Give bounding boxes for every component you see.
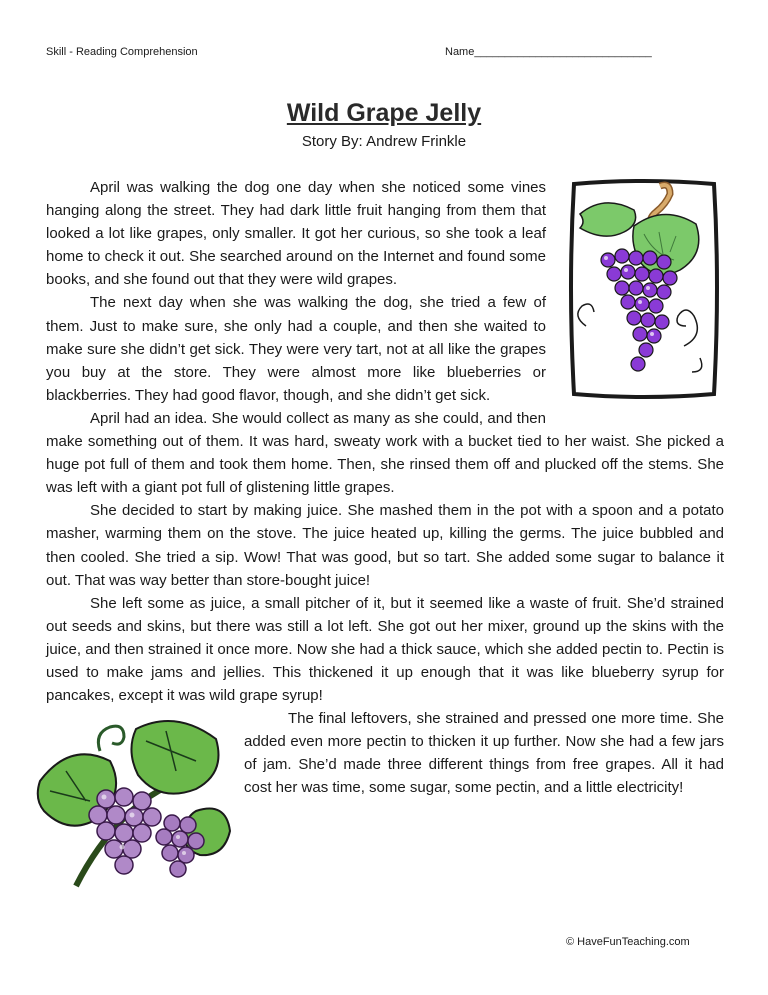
grape-clipart-top — [564, 176, 724, 406]
skill-label: Skill - Reading Comprehension — [46, 46, 198, 58]
story-byline: Story By: Andrew Frinkle — [301, 133, 467, 150]
paragraph-6: The final leftovers, she strained and pressed one more time. She added even more pectin to thicken it up further. Now she had a few jars of jam. She’d made three different things from free grapes. All it had cost her was time, some sugar, some pectin, and a little electricity! — [244, 710, 724, 797]
story-text — [46, 176, 724, 891]
grape-bunch-icon — [564, 176, 724, 404]
paragraph-5: She left some as juice, a small pitcher of it, but it seemed like a waste of fruit. She’d strained out seeds and skins, but there was still a lot left. She got out her mixer, ground up the skins with the juice, and then strained it once more. Now she had a thick sauce, which she added pectin to. Pectin is used to make jams and jellies. This thickened it up enough that it was like blueberry syrup for pancakes, except it was wild grape syrup! — [46, 594, 724, 705]
grape-vine-icon — [36, 711, 232, 891]
paragraph-3: April had an idea. She would collect as many as she could, and then make something out of them. It was hard, sweaty work with a bucket tied to her waist. She picked a huge pot full of them and took them home. Then, she rinsed them off and plucked off the stems. She was left with a giant pot full of glistening little grapes. — [46, 409, 724, 497]
grape-clipart-bottom — [36, 711, 232, 891]
copyright-footer: © HaveFunTeaching.com — [566, 936, 690, 948]
name-field-label: Name_____________________________ — [445, 46, 652, 58]
paragraph-1: April was walking the dog one day when she noticed some vines hanging along the street. They had dark little fruit hanging from them that looked a lot like grapes, only smaller. It got her curious, so she took a leaf home to check it out. She searched around on the Internet and found some books, and she found out that they were wild grapes. — [46, 179, 546, 289]
page-title: Wild Grape Jelly — [286, 99, 482, 127]
paragraph-2: The next day when she was walking the dog, she tried a few of them. Just to make sure, she only had a couple, and then she waited to make sure she didn’t get sick. They were very tart, not at all like the grapes you buy at the store. They were almost more like blueberries or blackberries. They had good flavor, though, and she didn’t get sick. — [46, 294, 546, 404]
paragraph-4: She decided to start by making juice. She mashed them in the pot with a spoon and a potato masher, warming them on the stove. The juice heated up, killing the germs. The juice bubbled and then cooled. She tried a sip. Wow! That was good, but so tart. She added some sugar to balance it out. That was way better than store-bought juice! — [46, 502, 724, 589]
